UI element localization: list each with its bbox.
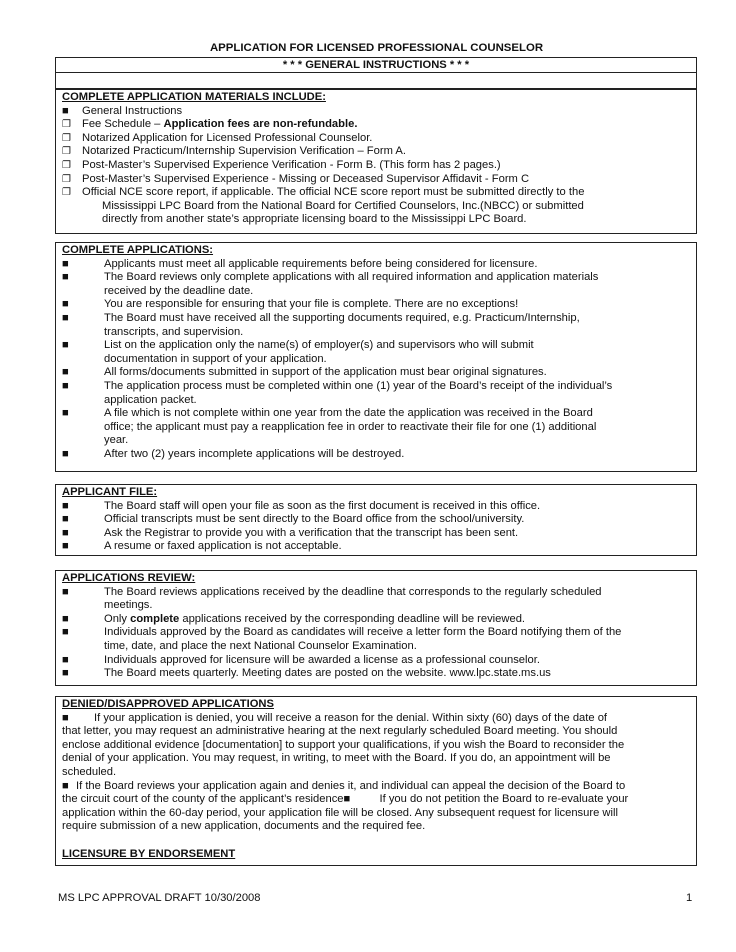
footer-draft-label: MS LPC APPROVAL DRAFT 10/30/2008: [58, 892, 261, 904]
square-bullet-icon: ■: [62, 298, 69, 311]
list-item: ■ You are responsible for ensuring that your file is complete. There are no exceptions!: [62, 298, 519, 311]
page-number: 1: [686, 892, 693, 904]
square-bullet-icon: ■: [62, 271, 69, 284]
square-bullet-icon: ■: [343, 793, 351, 806]
list-item: ■ Only complete applications received by the corresponding deadline will be reviewed.: [62, 612, 526, 625]
checkbox-icon: ❐: [62, 159, 71, 171]
square-bullet-icon: ■: [62, 447, 69, 460]
list-item: ■ All forms/documents submitted in support of the application must bear original signatures.: [62, 366, 547, 379]
applicant-file-header: APPLICANT FILE:: [62, 486, 158, 498]
denied-section: [55, 696, 697, 866]
checkbox-icon: ❐: [62, 119, 71, 131]
applications-header: COMPLETE APPLICATIONS:: [62, 244, 214, 256]
applicant-file-section: [55, 484, 697, 556]
square-bullet-icon: ■: [62, 366, 69, 379]
square-bullet-icon: ■: [62, 711, 69, 724]
denied-paragraph-1: ■ If your application is denied, you will receive a reason for the denial. Within sixty (60) days of the date of that letter, you may request an administrative hearing at the next regularly scheduled Board meeting. You should enclose additional evidence [documentation] to support your qualifications, if you wish the Board to reconsider the denial of your application. You may request, in writing, to meet with the Board. If you do, an appointment will be scheduled.: [62, 711, 625, 778]
review-section: [55, 570, 697, 686]
list-item: ■ Applicants must meet all applicable requirements before being considered for licensure.: [62, 257, 538, 270]
list-item: ■ The application process must be completed within one (1) year of the Board’s receipt of the individual’s application packet.: [62, 379, 613, 406]
review-header: APPLICATIONS REVIEW:: [62, 572, 196, 584]
list-item: ❐ Notarized Practicum/Internship Supervision Verification – Form A.: [62, 145, 406, 158]
checkbox-icon: ❐: [62, 146, 71, 158]
list-item: ■ Ask the Registrar to provide you with a verification that the transcript has been sent.: [62, 526, 519, 539]
list-item: ■ A resume or faxed application is not acceptable.: [62, 540, 342, 553]
list-item: ❐ Post-Master’s Supervised Experience - Missing or Deceased Supervisor Affidavit - Form C: [62, 172, 530, 185]
list-item: ❐ Fee Schedule – Application fees are non-refundable.: [62, 118, 358, 131]
square-bullet-icon: ■: [62, 626, 69, 639]
square-bullet-icon: ■: [62, 407, 69, 420]
square-bullet-icon: ■: [62, 499, 69, 512]
spacer-box: [55, 73, 697, 89]
square-bullet-icon: ■: [62, 379, 69, 392]
checkbox-icon: ❐: [62, 187, 71, 199]
list-item: ❐ Post-Master’s Supervised Experience Verification - Form B. (This form has 2 pages.): [62, 158, 501, 171]
list-item: ■ Official transcripts must be sent directly to the Board office from the school/university.: [62, 513, 525, 526]
list-item: ■ The Board reviews applications received by the deadline that corresponds to the regularly scheduled meetings.: [62, 585, 602, 612]
materials-list: [62, 105, 690, 227]
materials-section: [55, 89, 697, 234]
square-bullet-icon: ■: [62, 612, 69, 625]
square-bullet-icon: ■: [62, 104, 69, 117]
checkbox-icon: ❐: [62, 173, 71, 185]
square-bullet-icon: ■: [62, 513, 69, 526]
denied-paragraph-2: ■ If the Board reviews your application again and denies it, and individual can appeal the decision of the Board to the circuit court of the county of the applicant’s residence■ If you do not petition the Board to re-evaluate your application within the 60-day period, your application file will be closed. Any subsequent request for licensure will require submission of a new application, documents and the required fee.: [62, 779, 629, 833]
list-item: ■ The Board staff will open your file as soon as the first document is received in this office.: [62, 499, 541, 512]
endorsement-header: LICENSURE BY ENDORSEMENT: [62, 847, 236, 860]
square-bullet-icon: ■: [62, 257, 69, 270]
materials-header: COMPLETE APPLICATION MATERIALS INCLUDE:: [62, 91, 326, 103]
square-bullet-icon: ■: [62, 339, 69, 352]
list-item: ❐ Official NCE score report, if applicable. The official NCE score report must be submitted directly to the Mississippi LPC Board from the National Board for Certified Counselors, Inc.(NBCC) or submitted directly from another state’s appropriate licensing board to the Mississippi LPC Board.: [62, 186, 585, 226]
list-item: ■ A file which is not complete within one year from the date the application was received in the Board office; the applicant must pay a reapplication fee in order to reactivate their file for one (1) additional year.: [62, 407, 597, 447]
applications-list: [62, 258, 690, 462]
list-item: ■ Individuals approved for licensure will be awarded a license as a professional counselor.: [62, 653, 540, 666]
list-item: ■ After two (2) years incomplete applications will be destroyed.: [62, 447, 405, 460]
square-bullet-icon: ■: [62, 779, 69, 792]
denied-header: DENIED/DISAPPROVED APPLICATIONS: [62, 698, 274, 710]
square-bullet-icon: ■: [62, 311, 69, 324]
square-bullet-icon: ■: [62, 653, 69, 666]
document-title: APPLICATION FOR LICENSED PROFESSIONAL COUNSELOR: [209, 42, 544, 54]
checkbox-icon: ❐: [62, 132, 71, 144]
instructions-banner: * * * GENERAL INSTRUCTIONS * * *: [55, 57, 697, 73]
list-item: ■ The Board reviews only complete applications with all required information and application materials received by the deadline date.: [62, 271, 599, 297]
list-item: ■ Individuals approved by the Board as candidates will receive a letter form the Board notifying them of the time, date, and place the next National Counselor Examination.: [62, 626, 622, 652]
square-bullet-icon: ■: [62, 526, 69, 539]
list-item: ■ The Board meets quarterly. Meeting dates are posted on the website. www.lpc.state.ms.us: [62, 667, 551, 680]
square-bullet-icon: ■: [62, 585, 69, 598]
applicant-file-list: [62, 500, 690, 554]
applications-section: [55, 242, 697, 472]
list-item: ❐ Notarized Application for Licensed Professional Counselor.: [62, 131, 373, 144]
list-item: ■ General Instructions: [62, 104, 183, 117]
square-bullet-icon: ■: [62, 667, 69, 680]
list-item: ■ The Board must have received all the supporting documents required, e.g. Practicum/Internship, transcripts, and supervision.: [62, 311, 580, 338]
square-bullet-icon: ■: [62, 540, 69, 553]
list-item: ■ List on the application only the name(s) of employer(s) and supervisors who will submit documentation in support of your application.: [62, 339, 534, 365]
